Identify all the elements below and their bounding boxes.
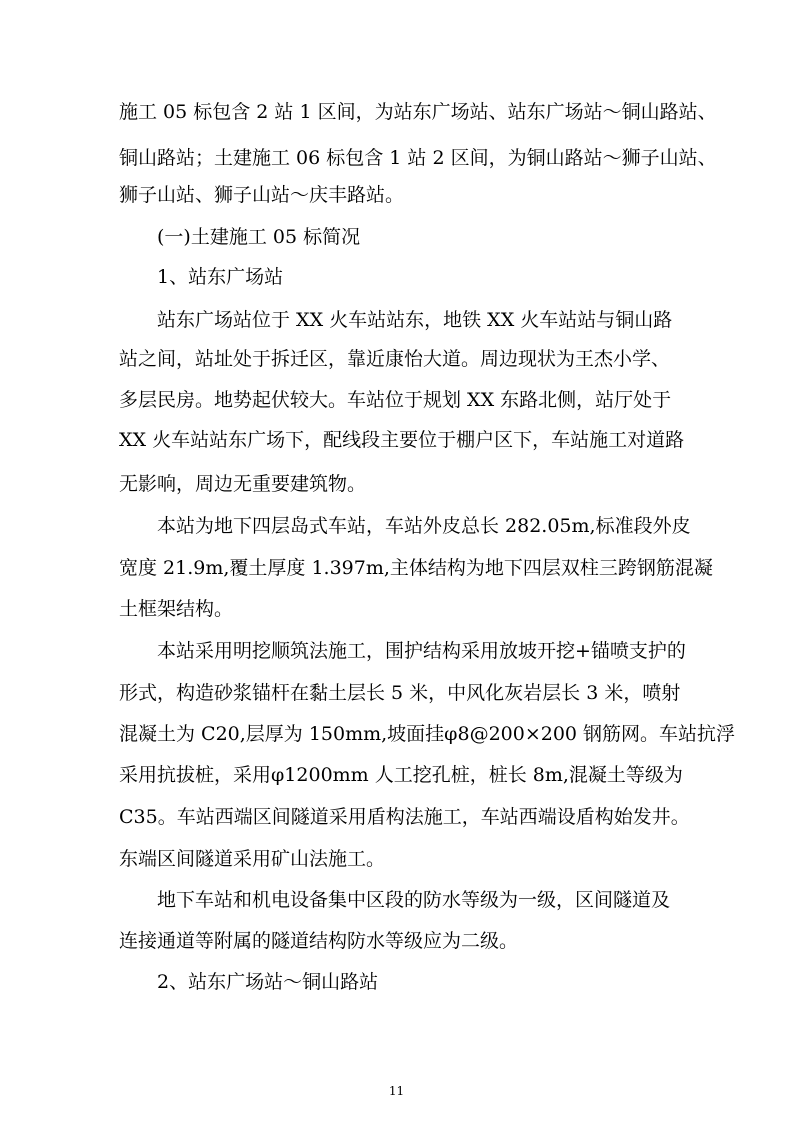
text-line: 狮子山站、狮子山站～庆丰路站。 bbox=[119, 184, 405, 206]
text-line: 东端区间隧道采用矿山法施工。 bbox=[119, 848, 386, 870]
text-line: 本站采用明挖顺筑法施工，围护结构采用放坡开挖+锚喷支护的 bbox=[157, 640, 686, 662]
text-line: 站之间，站址处于拆迁区，靠近康怡大道。周边现状为王杰小学、 bbox=[119, 348, 671, 370]
page-number: 11 bbox=[388, 1084, 405, 1098]
text-line: 形式，构造砂浆锚杆在黏土层长 5 米，中风化灰岩层长 3 米，喷射 bbox=[119, 682, 681, 704]
text-line: 无影响，周边无重要建筑物。 bbox=[119, 473, 367, 495]
text-line: 站东广场站位于 XX 火车站站东，地铁 XX 火车站站与铜山路 bbox=[157, 309, 673, 331]
text-line: 混凝土为 C20,层厚为 150mm,坡面挂φ8@200×200 钢筋网。车站抗浮 bbox=[119, 723, 736, 745]
text-line: 土框架结构。 bbox=[119, 598, 234, 620]
subsection-heading: 2、站东广场站～铜山路站 bbox=[157, 971, 379, 993]
text-line: 本站为地下四层岛式车站，车站外皮总长 282.05m,标准段外皮 bbox=[157, 515, 691, 537]
text-line: 铜山路站；土建施工 06 标包含 1 站 2 区间，为铜山路站～狮子山站、 bbox=[119, 147, 717, 169]
subsection-heading: 1、站东广场站 bbox=[157, 266, 284, 288]
text-line: 连接通道等附属的隧道结构防水等级应为二级。 bbox=[119, 930, 519, 952]
text-line: XX 火车站站东广场下，配线段主要位于棚户区下，车站施工对道路 bbox=[119, 429, 685, 451]
text-line: 地下车站和机电设备集中区段的防水等级为一级，区间隧道及 bbox=[157, 889, 671, 911]
text-line: 施工 05 标包含 2 站 1 区间，为站东广场站、站东广场站～铜山路站、 bbox=[119, 101, 717, 123]
text-line: 宽度 21.9m,覆土厚度 1.397m,主体结构为地下四层双柱三跨钢筋混凝 bbox=[119, 557, 713, 579]
section-heading: (一)土建施工 05 标简况 bbox=[157, 226, 361, 248]
text-line: 采用抗拔桩，采用φ1200mm 人工挖孔桩，桩长 8m,混凝土等级为 bbox=[119, 764, 683, 786]
text-line: C35。车站西端区间隧道采用盾构法施工，车站西端设盾构始发井。 bbox=[119, 806, 690, 828]
text-line: 多层民房。地势起伏较大。车站位于规划 XX 东路北侧，站厅处于 bbox=[119, 389, 672, 411]
